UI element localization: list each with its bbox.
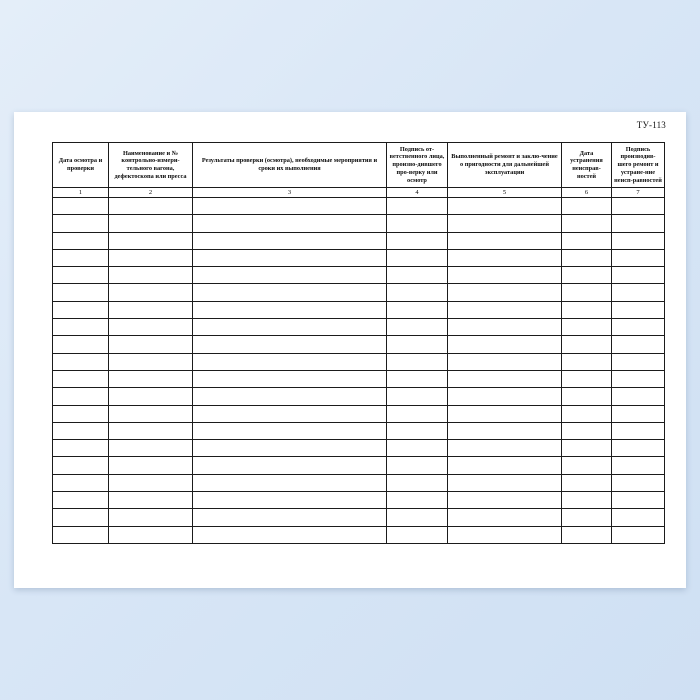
column-header-equipment-name <box>109 143 193 188</box>
table-cell[interactable] <box>193 422 387 439</box>
table-cell[interactable] <box>53 336 109 353</box>
table-cell[interactable] <box>53 232 109 249</box>
column-number-5: 5 <box>448 188 562 198</box>
table-cell[interactable] <box>109 319 193 336</box>
table-cell[interactable] <box>109 198 193 215</box>
table-cell[interactable] <box>562 526 612 543</box>
table-cell[interactable] <box>448 474 562 491</box>
header-text-4: Подпись от-ветственного лица, произво-дившего про-верку или осмотр <box>389 145 445 184</box>
table-row <box>53 474 665 491</box>
inspection-log-table <box>52 142 665 544</box>
table-row <box>53 492 665 509</box>
table-row <box>53 405 665 422</box>
table-cell[interactable] <box>562 474 612 491</box>
table-cell[interactable] <box>387 215 448 232</box>
table-cell[interactable] <box>193 267 387 284</box>
table-cell[interactable] <box>387 198 448 215</box>
column-header-repairer-signature <box>612 143 665 188</box>
table-row <box>53 526 665 543</box>
table-cell[interactable] <box>612 388 665 405</box>
table-cell[interactable] <box>562 509 612 526</box>
table-cell[interactable] <box>387 457 448 474</box>
table-cell[interactable] <box>193 492 387 509</box>
table-cell[interactable] <box>109 370 193 387</box>
table-cell[interactable] <box>53 370 109 387</box>
table-cell[interactable] <box>448 457 562 474</box>
table-cell[interactable] <box>109 284 193 301</box>
table-cell[interactable] <box>53 440 109 457</box>
table-cell[interactable] <box>193 526 387 543</box>
table-cell[interactable] <box>562 492 612 509</box>
table-row <box>53 457 665 474</box>
table-cell[interactable] <box>448 422 562 439</box>
table-cell[interactable] <box>612 422 665 439</box>
table-cell[interactable] <box>193 319 387 336</box>
column-header-results <box>193 143 387 188</box>
table-cell[interactable] <box>387 336 448 353</box>
table-cell[interactable] <box>193 301 387 318</box>
table-cell[interactable] <box>448 215 562 232</box>
table-cell[interactable] <box>562 388 612 405</box>
table-row <box>53 388 665 405</box>
header-row <box>53 143 665 188</box>
table-cell[interactable] <box>109 492 193 509</box>
table-cell[interactable] <box>193 353 387 370</box>
table-cell[interactable] <box>193 198 387 215</box>
table-cell[interactable] <box>193 249 387 266</box>
table-cell[interactable] <box>53 353 109 370</box>
table-cell[interactable] <box>387 267 448 284</box>
table-cell[interactable] <box>109 301 193 318</box>
table-cell[interactable] <box>612 319 665 336</box>
table-body <box>53 198 665 544</box>
table-cell[interactable] <box>53 526 109 543</box>
table-cell[interactable] <box>612 370 665 387</box>
table-cell[interactable] <box>193 284 387 301</box>
column-header-fix-date <box>562 143 612 188</box>
table-cell[interactable] <box>387 509 448 526</box>
table-cell[interactable] <box>193 215 387 232</box>
header-text-2: Наименование и № контрольно-измери-тельного вагона, дефектоскопа или пресса <box>114 149 187 180</box>
table-cell[interactable] <box>448 284 562 301</box>
table-cell[interactable] <box>109 215 193 232</box>
table-row <box>53 198 665 215</box>
table-cell[interactable] <box>448 249 562 266</box>
table-cell[interactable] <box>53 198 109 215</box>
table-cell[interactable] <box>387 301 448 318</box>
table-cell[interactable] <box>562 267 612 284</box>
table-cell[interactable] <box>612 215 665 232</box>
table-cell[interactable] <box>193 405 387 422</box>
column-number-2: 2 <box>109 188 193 198</box>
table-cell[interactable] <box>612 405 665 422</box>
table-cell[interactable] <box>53 284 109 301</box>
table-cell[interactable] <box>387 353 448 370</box>
table-cell[interactable] <box>193 457 387 474</box>
table-row <box>53 267 665 284</box>
table-cell[interactable] <box>448 388 562 405</box>
table-cell[interactable] <box>193 509 387 526</box>
header-text-5: Выполненный ремонт и заклю-чение о пригодности для дальнейшей эксплуатации <box>451 153 558 176</box>
table-cell[interactable] <box>193 440 387 457</box>
table-cell[interactable] <box>109 526 193 543</box>
table-cell[interactable] <box>109 474 193 491</box>
table-cell[interactable] <box>387 405 448 422</box>
table-row <box>53 370 665 387</box>
column-header-inspector-signature <box>387 143 448 188</box>
table-cell[interactable] <box>109 422 193 439</box>
table-cell[interactable] <box>612 457 665 474</box>
table-cell[interactable] <box>448 232 562 249</box>
table-cell[interactable] <box>562 422 612 439</box>
table-cell[interactable] <box>109 232 193 249</box>
table-cell[interactable] <box>448 198 562 215</box>
table-row <box>53 353 665 370</box>
table-cell[interactable] <box>53 492 109 509</box>
table-cell[interactable] <box>562 457 612 474</box>
column-number-4: 4 <box>387 188 448 198</box>
table-cell[interactable] <box>612 474 665 491</box>
table-row <box>53 509 665 526</box>
table-cell[interactable] <box>448 509 562 526</box>
table-row <box>53 422 665 439</box>
table-cell[interactable] <box>448 405 562 422</box>
table-cell[interactable] <box>53 215 109 232</box>
table-cell[interactable] <box>193 370 387 387</box>
table-row <box>53 284 665 301</box>
column-header-date-of-inspection <box>53 143 109 188</box>
table-cell[interactable] <box>109 457 193 474</box>
table-cell[interactable] <box>387 492 448 509</box>
table-row <box>53 249 665 266</box>
table-cell[interactable] <box>562 301 612 318</box>
table-cell[interactable] <box>387 319 448 336</box>
header-text-1: Дата осмотра и проверки <box>58 157 103 172</box>
table-cell[interactable] <box>109 336 193 353</box>
table-row <box>53 319 665 336</box>
header-text-6: Дата устранения неисправ-ностей <box>570 149 603 180</box>
column-number-1: 1 <box>53 188 109 198</box>
table-cell[interactable] <box>562 284 612 301</box>
table-cell[interactable] <box>612 526 665 543</box>
table-cell[interactable] <box>53 249 109 266</box>
table-cell[interactable] <box>387 232 448 249</box>
table-cell[interactable] <box>612 440 665 457</box>
document-sheet <box>14 112 686 588</box>
table-cell[interactable] <box>612 353 665 370</box>
header-text-3: Результаты проверки (осмотра), необходимые мероприятия и сроки их выполнения <box>201 157 378 172</box>
table-cell[interactable] <box>612 232 665 249</box>
table-cell[interactable] <box>193 474 387 491</box>
table-cell[interactable] <box>562 405 612 422</box>
table-cell[interactable] <box>448 267 562 284</box>
table-header <box>53 143 665 198</box>
table-cell[interactable] <box>612 509 665 526</box>
table-cell[interactable] <box>562 440 612 457</box>
table-cell[interactable] <box>562 319 612 336</box>
table-cell[interactable] <box>53 301 109 318</box>
table-cell[interactable] <box>448 492 562 509</box>
table-cell[interactable] <box>193 232 387 249</box>
table-row <box>53 440 665 457</box>
table-row <box>53 301 665 318</box>
table-cell[interactable] <box>448 319 562 336</box>
table-cell[interactable] <box>448 526 562 543</box>
table-cell[interactable] <box>612 267 665 284</box>
table-cell[interactable] <box>448 336 562 353</box>
table-cell[interactable] <box>53 405 109 422</box>
table-cell[interactable] <box>53 422 109 439</box>
table-cell[interactable] <box>53 267 109 284</box>
table-cell[interactable] <box>53 388 109 405</box>
table-cell[interactable] <box>562 198 612 215</box>
column-number-7: 7 <box>612 188 665 198</box>
table-cell[interactable] <box>612 249 665 266</box>
table-cell[interactable] <box>612 284 665 301</box>
table-cell[interactable] <box>448 440 562 457</box>
table-cell[interactable] <box>612 301 665 318</box>
table-cell[interactable] <box>53 457 109 474</box>
table-cell[interactable] <box>109 440 193 457</box>
table-cell[interactable] <box>387 526 448 543</box>
column-header-repair-conclusion <box>448 143 562 188</box>
table-cell[interactable] <box>109 405 193 422</box>
table-cell[interactable] <box>109 249 193 266</box>
table-cell[interactable] <box>387 388 448 405</box>
table-cell[interactable] <box>109 267 193 284</box>
table-row <box>53 232 665 249</box>
table-cell[interactable] <box>193 388 387 405</box>
table-cell[interactable] <box>387 370 448 387</box>
table-cell[interactable] <box>109 353 193 370</box>
table-cell[interactable] <box>612 492 665 509</box>
table-cell[interactable] <box>387 249 448 266</box>
table-cell[interactable] <box>109 509 193 526</box>
table-cell[interactable] <box>53 319 109 336</box>
table-cell[interactable] <box>53 474 109 491</box>
table-row <box>53 336 665 353</box>
table-cell[interactable] <box>387 440 448 457</box>
table-cell[interactable] <box>562 336 612 353</box>
table-cell[interactable] <box>387 422 448 439</box>
table-cell[interactable] <box>193 336 387 353</box>
table-cell[interactable] <box>109 388 193 405</box>
column-number-3: 3 <box>193 188 387 198</box>
table-cell[interactable] <box>448 353 562 370</box>
table-cell[interactable] <box>448 301 562 318</box>
table-row <box>53 215 665 232</box>
table-cell[interactable] <box>562 215 612 232</box>
table-cell[interactable] <box>612 336 665 353</box>
table-cell[interactable] <box>448 370 562 387</box>
column-number-row <box>53 188 665 198</box>
table-cell[interactable] <box>387 284 448 301</box>
table-cell[interactable] <box>562 353 612 370</box>
column-number-6: 6 <box>562 188 612 198</box>
table-cell[interactable] <box>387 474 448 491</box>
header-text-7: Подпись производив-шего ремонт и устране-ние неисп-равностей <box>614 145 662 184</box>
table-cell[interactable] <box>612 198 665 215</box>
table-cell[interactable] <box>562 232 612 249</box>
table-cell[interactable] <box>562 370 612 387</box>
table-cell[interactable] <box>53 509 109 526</box>
table-cell[interactable] <box>562 249 612 266</box>
document-code: ТУ-113 <box>636 120 666 130</box>
